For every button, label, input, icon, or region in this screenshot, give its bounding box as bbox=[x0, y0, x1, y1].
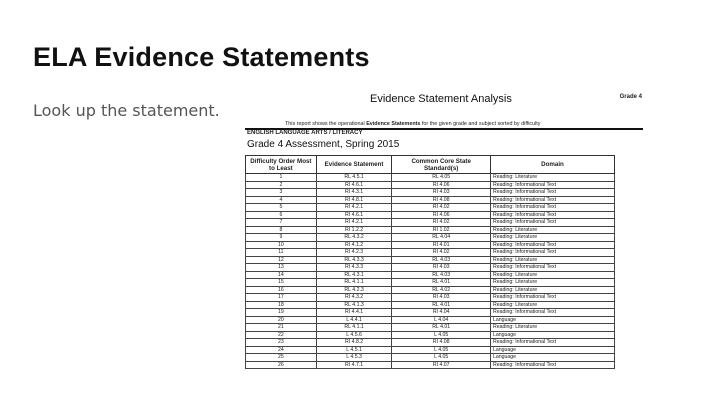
report-note-pre: This report shows the operational bbox=[285, 121, 367, 127]
cell-standard: RL 4.05 bbox=[392, 174, 491, 182]
cell-difficulty: 5 bbox=[246, 204, 317, 212]
cell-domain: Reading: Informational Text bbox=[490, 204, 614, 212]
table-row bbox=[246, 361, 615, 369]
cell-domain: Reading: Informational Text bbox=[490, 219, 614, 227]
cell-difficulty: 6 bbox=[246, 211, 317, 219]
report-grade: Grade 4 bbox=[619, 94, 642, 100]
report-assessment: Grade 4 Assessment, Spring 2015 bbox=[247, 139, 400, 150]
cell-evidence: L 4.5.6 bbox=[316, 331, 392, 339]
table-row bbox=[246, 354, 615, 362]
cell-standard: RI 4.04 bbox=[392, 309, 491, 317]
cell-evidence: L 4.4.1 bbox=[316, 316, 392, 324]
cell-standard: RI 4.03 bbox=[392, 264, 491, 272]
table-row bbox=[246, 309, 615, 317]
cell-evidence: L 4.5.3 bbox=[316, 354, 392, 362]
cell-domain: Reading: Informational Text bbox=[490, 339, 614, 347]
cell-difficulty: 7 bbox=[246, 219, 317, 227]
cell-evidence: RI 4.2.3 bbox=[316, 249, 392, 257]
table-row bbox=[246, 294, 615, 302]
table-row bbox=[246, 339, 615, 347]
cell-domain: Reading: Informational Text bbox=[490, 264, 614, 272]
cell-domain: Reading: Informational Text bbox=[490, 181, 614, 189]
report-title: Evidence Statement Analysis bbox=[370, 93, 512, 105]
header-domain: Domain bbox=[490, 156, 614, 174]
cell-difficulty: 22 bbox=[246, 331, 317, 339]
cell-standard: RI 1.02 bbox=[392, 226, 491, 234]
table-row bbox=[246, 256, 615, 264]
table-body bbox=[246, 174, 615, 369]
table-row bbox=[246, 196, 615, 204]
cell-standard: RI 4.08 bbox=[392, 339, 491, 347]
cell-difficulty: 10 bbox=[246, 241, 317, 249]
header-standard: Common Core State Standard(s) bbox=[392, 156, 491, 174]
cell-domain: Language bbox=[490, 346, 614, 354]
cell-domain: Reading: Literature bbox=[490, 256, 614, 264]
cell-domain: Reading: Informational Text bbox=[490, 309, 614, 317]
cell-domain: Reading: Literature bbox=[490, 226, 614, 234]
header-difficulty: Difficulty Order Most to Least bbox=[246, 156, 317, 174]
table-row bbox=[246, 181, 615, 189]
cell-evidence: RI 4.3.2 bbox=[316, 294, 392, 302]
cell-standard: RI 4.02 bbox=[392, 204, 491, 212]
report-note-post: for the given grade and subject sorted by difficulty bbox=[420, 121, 541, 127]
cell-difficulty: 26 bbox=[246, 361, 317, 369]
cell-evidence: RI 1.2.2 bbox=[316, 226, 392, 234]
cell-standard: RI 4.02 bbox=[392, 219, 491, 227]
cell-standard: L 4.05 bbox=[392, 346, 491, 354]
cell-difficulty: 13 bbox=[246, 264, 317, 272]
evidence-table bbox=[245, 155, 615, 369]
cell-standard: L 4.04 bbox=[392, 316, 491, 324]
table-row bbox=[246, 316, 615, 324]
header-evidence: Evidence Statement bbox=[316, 156, 392, 174]
cell-standard: RI 4.06 bbox=[392, 211, 491, 219]
table-row bbox=[246, 219, 615, 227]
cell-domain: Language bbox=[490, 331, 614, 339]
cell-difficulty: 17 bbox=[246, 294, 317, 302]
cell-standard: RI 4.02 bbox=[392, 249, 491, 257]
cell-domain: Reading: Literature bbox=[490, 271, 614, 279]
cell-evidence: L 4.5.1 bbox=[316, 346, 392, 354]
cell-evidence: RL 4.1.1 bbox=[316, 324, 392, 332]
cell-difficulty: 18 bbox=[246, 301, 317, 309]
cell-domain: Reading: Literature bbox=[490, 324, 614, 332]
cell-domain: Reading: Informational Text bbox=[490, 294, 614, 302]
cell-domain: Reading: Informational Text bbox=[490, 241, 614, 249]
cell-evidence: RL 4.5.1 bbox=[316, 174, 392, 182]
cell-domain: Reading: Literature bbox=[490, 279, 614, 287]
cell-domain: Language bbox=[490, 354, 614, 362]
table-row bbox=[246, 286, 615, 294]
cell-evidence: RI 4.3.1 bbox=[316, 189, 392, 197]
cell-evidence: RI 4.6.1 bbox=[316, 211, 392, 219]
cell-difficulty: 3 bbox=[246, 189, 317, 197]
report-note bbox=[285, 121, 541, 127]
cell-standard: RL 4.03 bbox=[392, 271, 491, 279]
evidence-report-image bbox=[245, 90, 648, 368]
table-row bbox=[246, 189, 615, 197]
cell-difficulty: 16 bbox=[246, 286, 317, 294]
table-row bbox=[246, 241, 615, 249]
cell-standard: RI 4.06 bbox=[392, 181, 491, 189]
cell-domain: Reading: Informational Text bbox=[490, 196, 614, 204]
report-note-bold: Evidence Statements bbox=[366, 121, 421, 127]
cell-evidence: RI 4.8.2 bbox=[316, 339, 392, 347]
cell-domain: Reading: Informational Text bbox=[490, 189, 614, 197]
table-row bbox=[246, 211, 615, 219]
table-row bbox=[246, 174, 615, 182]
cell-evidence: RI 4.3.3 bbox=[316, 264, 392, 272]
table-row bbox=[246, 271, 615, 279]
cell-difficulty: 11 bbox=[246, 249, 317, 257]
cell-standard: RL 4.04 bbox=[392, 234, 491, 242]
table-header-row bbox=[246, 156, 615, 174]
cell-domain: Reading: Literature bbox=[490, 301, 614, 309]
cell-standard: RL 4.01 bbox=[392, 301, 491, 309]
cell-standard: L 4.05 bbox=[392, 354, 491, 362]
cell-domain: Language bbox=[490, 316, 614, 324]
cell-standard: RL 4.03 bbox=[392, 256, 491, 264]
cell-standard: RI 4.08 bbox=[392, 196, 491, 204]
table-row bbox=[246, 324, 615, 332]
cell-difficulty: 20 bbox=[246, 316, 317, 324]
cell-standard: L 4.05 bbox=[392, 331, 491, 339]
cell-domain: Reading: Literature bbox=[490, 234, 614, 242]
cell-standard: RI 4.03 bbox=[392, 189, 491, 197]
table-row bbox=[246, 331, 615, 339]
cell-difficulty: 25 bbox=[246, 354, 317, 362]
cell-standard: RI 4.07 bbox=[392, 361, 491, 369]
table-row bbox=[246, 226, 615, 234]
table-row bbox=[246, 346, 615, 354]
cell-standard: RL 4.01 bbox=[392, 279, 491, 287]
cell-evidence: RL 4.3.1 bbox=[316, 271, 392, 279]
slide-subtitle: Look up the statement. bbox=[33, 101, 220, 120]
cell-standard: RI 4.03 bbox=[392, 294, 491, 302]
cell-difficulty: 8 bbox=[246, 226, 317, 234]
cell-evidence: RL 4.1.3 bbox=[316, 301, 392, 309]
cell-standard: RL 4.02 bbox=[392, 286, 491, 294]
slide-title: ELA Evidence Statements bbox=[33, 42, 370, 72]
cell-difficulty: 23 bbox=[246, 339, 317, 347]
cell-evidence: RI 4.2.1 bbox=[316, 204, 392, 212]
table-row bbox=[246, 234, 615, 242]
cell-evidence: RI 4.7.1 bbox=[316, 361, 392, 369]
cell-evidence: RI 4.8.1 bbox=[316, 196, 392, 204]
cell-domain: Reading: Informational Text bbox=[490, 211, 614, 219]
cell-difficulty: 19 bbox=[246, 309, 317, 317]
cell-domain: Reading: Informational Text bbox=[490, 361, 614, 369]
table-row bbox=[246, 279, 615, 287]
cell-evidence: RI 4.1.2 bbox=[316, 241, 392, 249]
report-subject: ENGLISH LANGUAGE ARTS / LITERACY bbox=[247, 130, 363, 136]
table-row bbox=[246, 249, 615, 257]
cell-evidence: RL 4.3.2 bbox=[316, 234, 392, 242]
cell-difficulty: 24 bbox=[246, 346, 317, 354]
cell-difficulty: 4 bbox=[246, 196, 317, 204]
cell-difficulty: 2 bbox=[246, 181, 317, 189]
table-row bbox=[246, 301, 615, 309]
cell-evidence: RI 4.2.1 bbox=[316, 219, 392, 227]
cell-standard: RL 4.01 bbox=[392, 324, 491, 332]
table-row bbox=[246, 204, 615, 212]
cell-evidence: RL 4.1.1 bbox=[316, 279, 392, 287]
cell-difficulty: 1 bbox=[246, 174, 317, 182]
cell-domain: Reading: Informational Text bbox=[490, 249, 614, 257]
cell-difficulty: 21 bbox=[246, 324, 317, 332]
cell-difficulty: 14 bbox=[246, 271, 317, 279]
cell-difficulty: 9 bbox=[246, 234, 317, 242]
table-row bbox=[246, 264, 615, 272]
cell-standard: RI 4.01 bbox=[392, 241, 491, 249]
cell-evidence: RL 4.2.3 bbox=[316, 286, 392, 294]
cell-difficulty: 12 bbox=[246, 256, 317, 264]
cell-difficulty: 15 bbox=[246, 279, 317, 287]
cell-evidence: RI 4.6.1 bbox=[316, 181, 392, 189]
cell-evidence: RL 4.3.3 bbox=[316, 256, 392, 264]
cell-evidence: RI 4.4.1 bbox=[316, 309, 392, 317]
cell-domain: Reading: Literature bbox=[490, 174, 614, 182]
cell-domain: Reading: Literature bbox=[490, 286, 614, 294]
